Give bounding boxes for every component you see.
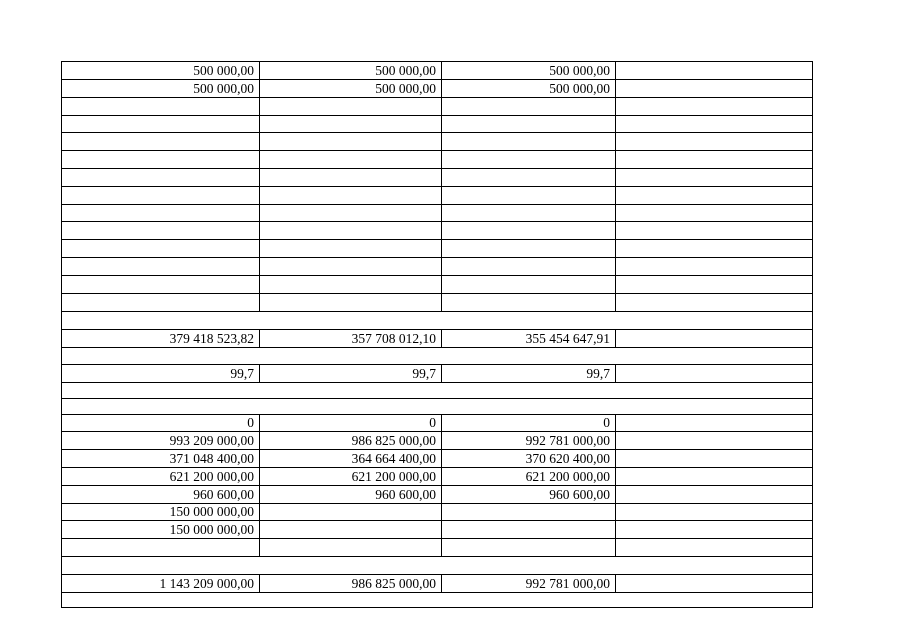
table-row xyxy=(62,556,812,574)
table-cell-col1 xyxy=(62,169,259,186)
column-divider xyxy=(441,258,442,275)
column-divider xyxy=(259,205,260,221)
column-divider xyxy=(615,486,616,503)
table-cell-col1: 150 000 000,00 xyxy=(169,504,254,520)
table-cell-col3 xyxy=(441,294,615,311)
column-divider xyxy=(615,539,616,556)
table-cell-col2 xyxy=(259,557,441,574)
table-cell-col2: 500 000,00 xyxy=(375,80,436,96)
table-cell-col2 xyxy=(259,169,441,186)
table-cell-col3 xyxy=(441,151,615,168)
table-row xyxy=(62,431,812,449)
table-cell-col2: 0 xyxy=(429,415,436,431)
table-cell-col4 xyxy=(615,330,812,347)
table-cell-col2 xyxy=(259,276,441,293)
column-divider xyxy=(259,80,260,97)
table-cell-col2 xyxy=(259,539,441,556)
column-divider xyxy=(441,116,442,132)
column-divider xyxy=(615,98,616,115)
column-divider xyxy=(259,330,260,347)
table-cell-col2 xyxy=(259,312,441,329)
table-cell-col4 xyxy=(615,205,812,221)
column-divider xyxy=(615,432,616,449)
table-cell-col4 xyxy=(615,312,812,329)
table-cell-col4 xyxy=(615,415,812,431)
table-cell-col4 xyxy=(615,539,812,556)
column-divider xyxy=(615,222,616,239)
column-divider xyxy=(441,98,442,115)
table-cell-col3 xyxy=(441,312,615,329)
table-cell-col4 xyxy=(615,187,812,204)
table-row xyxy=(62,520,812,538)
table-cell-col3 xyxy=(441,504,615,520)
table-cell-col1 xyxy=(62,98,259,115)
table-row xyxy=(62,382,812,398)
column-divider xyxy=(615,575,616,592)
column-divider xyxy=(615,415,616,431)
table-cell-col4 xyxy=(615,151,812,168)
table-row xyxy=(62,414,812,431)
table-cell-col4 xyxy=(615,240,812,257)
column-divider xyxy=(259,521,260,538)
column-divider xyxy=(259,504,260,520)
table-cell-col2 xyxy=(259,133,441,150)
column-divider xyxy=(615,240,616,257)
table-cell-col3 xyxy=(441,383,615,398)
column-divider xyxy=(441,432,442,449)
table-row xyxy=(62,132,812,150)
table-cell-col4 xyxy=(615,62,812,79)
table-row xyxy=(62,467,812,485)
table-cell-col1 xyxy=(62,133,259,150)
column-divider xyxy=(615,450,616,467)
column-divider xyxy=(259,276,260,293)
table-row xyxy=(62,485,812,503)
table-cell-col2: 986 825 000,00 xyxy=(351,575,436,591)
table-cell-col3 xyxy=(441,205,615,221)
table-cell-col2: 621 200 000,00 xyxy=(351,468,436,484)
table-row xyxy=(62,311,812,329)
table-row xyxy=(62,204,812,221)
table-cell-col1: 371 048 400,00 xyxy=(169,450,254,466)
table-cell-col4 xyxy=(615,521,812,538)
column-divider xyxy=(441,187,442,204)
column-divider xyxy=(259,539,260,556)
column-divider xyxy=(441,294,442,311)
table-cell-col1 xyxy=(62,557,259,574)
table-cell-col2 xyxy=(259,187,441,204)
table-cell-col1 xyxy=(62,205,259,221)
column-divider xyxy=(441,133,442,150)
column-divider xyxy=(615,468,616,485)
table-cell-col4 xyxy=(615,432,812,449)
table-cell-col3: 992 781 000,00 xyxy=(525,432,610,448)
table-cell-col2 xyxy=(259,205,441,221)
column-divider xyxy=(441,504,442,520)
table-row xyxy=(62,62,812,79)
table-cell-col2 xyxy=(259,116,441,132)
table-row xyxy=(62,347,812,364)
table-cell-col4 xyxy=(615,222,812,239)
table-cell-col1 xyxy=(62,539,259,556)
table-row xyxy=(62,150,812,168)
table-cell-col1: 500 000,00 xyxy=(193,80,254,96)
table-row xyxy=(62,79,812,97)
column-divider xyxy=(259,151,260,168)
table-cell-col4 xyxy=(615,116,812,132)
table-cell-col3 xyxy=(441,222,615,239)
column-divider xyxy=(441,151,442,168)
table-cell-col4 xyxy=(615,468,812,485)
column-divider xyxy=(441,62,442,79)
table-cell-col2 xyxy=(259,521,441,538)
table-cell-col2: 960 600,00 xyxy=(375,486,436,502)
column-divider xyxy=(615,169,616,186)
column-divider xyxy=(441,450,442,467)
column-divider xyxy=(259,294,260,311)
column-divider xyxy=(441,486,442,503)
table-cell-col4 xyxy=(615,365,812,382)
table-row xyxy=(62,329,812,347)
table-cell-col2 xyxy=(259,240,441,257)
column-divider xyxy=(259,575,260,592)
table-row xyxy=(62,257,812,275)
table-cell-col4 xyxy=(615,133,812,150)
table-cell-col1: 379 418 523,82 xyxy=(169,330,254,346)
table-cell-col2: 357 708 012,10 xyxy=(351,330,436,346)
column-divider xyxy=(259,133,260,150)
table-cell-col2 xyxy=(259,593,441,607)
table-cell-col4 xyxy=(615,348,812,364)
column-divider xyxy=(615,258,616,275)
table-cell-col4 xyxy=(615,169,812,186)
table-cell-col2 xyxy=(259,504,441,520)
column-divider xyxy=(441,468,442,485)
column-divider xyxy=(441,276,442,293)
table-cell-col1: 993 209 000,00 xyxy=(169,432,254,448)
table-cell-col1 xyxy=(62,222,259,239)
table-row xyxy=(62,538,812,556)
budget-table xyxy=(61,61,813,608)
table-cell-col4 xyxy=(615,450,812,467)
table-cell-col1 xyxy=(62,276,259,293)
table-cell-col2 xyxy=(259,222,441,239)
table-cell-col3: 0 xyxy=(603,415,610,431)
table-cell-col3 xyxy=(441,399,615,414)
column-divider xyxy=(441,169,442,186)
column-divider xyxy=(259,222,260,239)
table-cell-col2: 500 000,00 xyxy=(375,62,436,78)
column-divider xyxy=(259,98,260,115)
table-cell-col1: 150 000 000,00 xyxy=(169,521,254,537)
table-cell-col1 xyxy=(62,312,259,329)
table-cell-col1 xyxy=(62,294,259,311)
table-row xyxy=(62,503,812,520)
table-cell-col1 xyxy=(62,151,259,168)
column-divider xyxy=(259,486,260,503)
column-divider xyxy=(259,116,260,132)
table-cell-col4 xyxy=(615,593,812,607)
table-cell-col3 xyxy=(441,169,615,186)
column-divider xyxy=(615,151,616,168)
table-cell-col1: 1 143 209 000,00 xyxy=(159,575,254,591)
column-divider xyxy=(259,187,260,204)
table-row xyxy=(62,449,812,467)
column-divider xyxy=(259,432,260,449)
table-cell-col1 xyxy=(62,399,259,414)
column-divider xyxy=(615,330,616,347)
column-divider xyxy=(441,365,442,382)
table-row xyxy=(62,168,812,186)
table-cell-col2 xyxy=(259,348,441,364)
table-cell-col3: 500 000,00 xyxy=(549,80,610,96)
table-row xyxy=(62,115,812,132)
table-cell-col4 xyxy=(615,575,812,592)
table-cell-col1 xyxy=(62,240,259,257)
table-cell-col1 xyxy=(62,116,259,132)
table-row xyxy=(62,221,812,239)
table-cell-col3: 992 781 000,00 xyxy=(525,575,610,591)
table-cell-col1: 0 xyxy=(247,415,254,431)
table-cell-col3: 355 454 647,91 xyxy=(525,330,610,346)
table-cell-col4 xyxy=(615,504,812,520)
table-cell-col2 xyxy=(259,98,441,115)
table-cell-col1: 621 200 000,00 xyxy=(169,468,254,484)
table-cell-col3: 370 620 400,00 xyxy=(525,450,610,466)
table-cell-col3: 621 200 000,00 xyxy=(525,468,610,484)
table-cell-col4 xyxy=(615,294,812,311)
table-cell-col3: 500 000,00 xyxy=(549,62,610,78)
column-divider xyxy=(615,276,616,293)
table-cell-col3 xyxy=(441,276,615,293)
table-cell-col3 xyxy=(441,521,615,538)
table-cell-col3: 99,7 xyxy=(586,365,610,381)
table-cell-col3 xyxy=(441,593,615,607)
table-cell-col1 xyxy=(62,187,259,204)
column-divider xyxy=(441,80,442,97)
table-row xyxy=(62,293,812,311)
table-row xyxy=(62,574,812,592)
table-cell-col4 xyxy=(615,258,812,275)
table-cell-col1 xyxy=(62,383,259,398)
table-cell-col3 xyxy=(441,258,615,275)
column-divider xyxy=(259,365,260,382)
table-cell-col3 xyxy=(441,116,615,132)
table-cell-col2 xyxy=(259,294,441,311)
table-row xyxy=(62,275,812,293)
table-cell-col4 xyxy=(615,399,812,414)
column-divider xyxy=(615,62,616,79)
column-divider xyxy=(441,575,442,592)
table-row xyxy=(62,239,812,257)
column-divider xyxy=(259,415,260,431)
table-cell-col3: 960 600,00 xyxy=(549,486,610,502)
column-divider xyxy=(441,240,442,257)
column-divider xyxy=(615,504,616,520)
column-divider xyxy=(441,330,442,347)
table-cell-col1: 960 600,00 xyxy=(193,486,254,502)
table-cell-col2 xyxy=(259,399,441,414)
table-row xyxy=(62,592,812,607)
table-row xyxy=(62,398,812,414)
column-divider xyxy=(259,468,260,485)
column-divider xyxy=(615,116,616,132)
table-cell-col1: 99,7 xyxy=(230,365,254,381)
table-cell-col3 xyxy=(441,539,615,556)
column-divider xyxy=(615,80,616,97)
column-divider xyxy=(259,240,260,257)
column-divider xyxy=(441,222,442,239)
table-cell-col3 xyxy=(441,187,615,204)
table-cell-col1 xyxy=(62,593,259,607)
table-cell-col3 xyxy=(441,98,615,115)
table-cell-col4 xyxy=(615,557,812,574)
table-cell-col3 xyxy=(441,557,615,574)
table-cell-col2: 986 825 000,00 xyxy=(351,432,436,448)
column-divider xyxy=(259,169,260,186)
table-cell-col1 xyxy=(62,348,259,364)
column-divider xyxy=(615,133,616,150)
table-row xyxy=(62,97,812,115)
column-divider xyxy=(441,415,442,431)
table-cell-col1 xyxy=(62,258,259,275)
table-cell-col2: 364 664 400,00 xyxy=(351,450,436,466)
table-cell-col4 xyxy=(615,486,812,503)
table-cell-col4 xyxy=(615,80,812,97)
table-cell-col2: 99,7 xyxy=(412,365,436,381)
column-divider xyxy=(615,365,616,382)
table-cell-col2 xyxy=(259,258,441,275)
table-row xyxy=(62,364,812,382)
column-divider xyxy=(615,205,616,221)
column-divider xyxy=(615,521,616,538)
column-divider xyxy=(615,294,616,311)
table-cell-col3 xyxy=(441,240,615,257)
column-divider xyxy=(441,205,442,221)
table-cell-col3 xyxy=(441,348,615,364)
table-cell-col1: 500 000,00 xyxy=(193,62,254,78)
table-cell-col4 xyxy=(615,383,812,398)
table-cell-col2 xyxy=(259,151,441,168)
table-row xyxy=(62,186,812,204)
column-divider xyxy=(615,187,616,204)
column-divider xyxy=(259,62,260,79)
column-divider xyxy=(259,450,260,467)
column-divider xyxy=(441,521,442,538)
column-divider xyxy=(259,258,260,275)
table-cell-col4 xyxy=(615,98,812,115)
table-cell-col4 xyxy=(615,276,812,293)
table-cell-col3 xyxy=(441,133,615,150)
table-cell-col2 xyxy=(259,383,441,398)
column-divider xyxy=(441,539,442,556)
